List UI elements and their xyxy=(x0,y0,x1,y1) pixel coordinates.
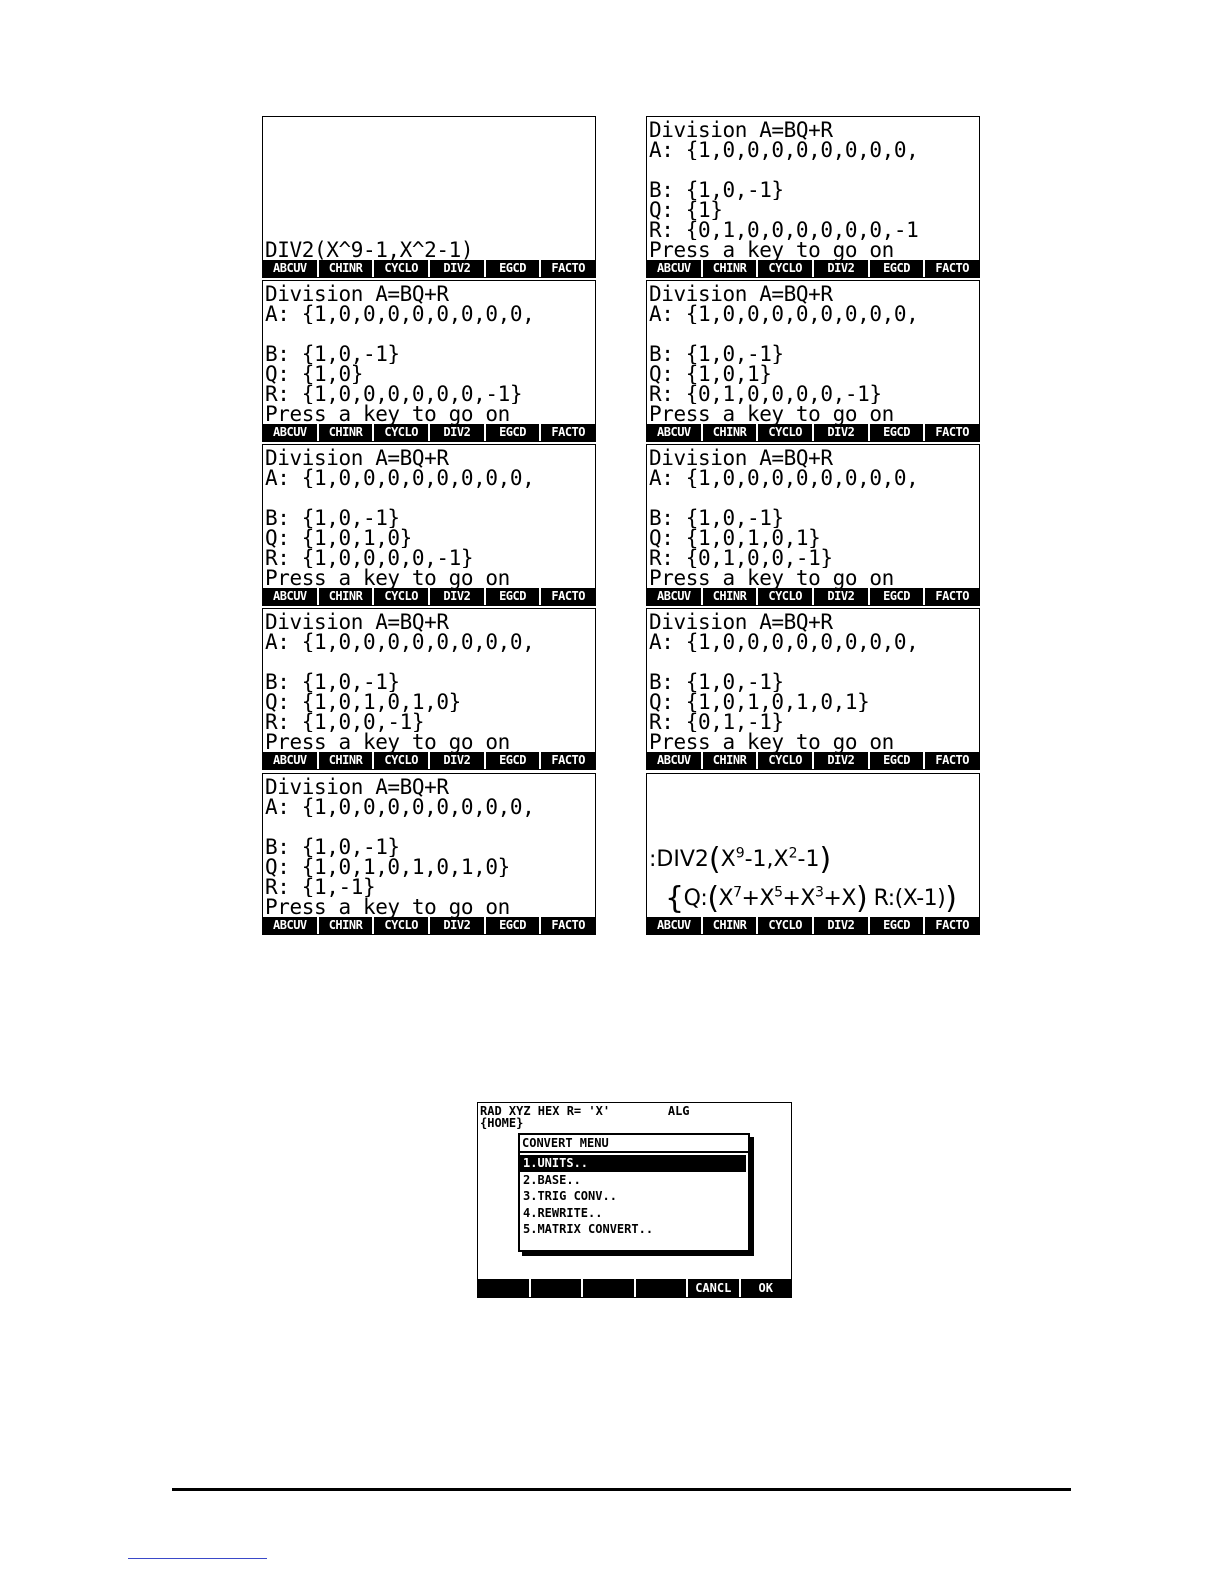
screen-line xyxy=(265,200,595,220)
softkey-div2[interactable]: DIV2 xyxy=(428,424,484,441)
screen-line xyxy=(265,488,595,508)
screen-line: Division A=BQ+R xyxy=(265,284,449,304)
calculator-screen xyxy=(262,773,596,935)
screen-line xyxy=(265,120,595,140)
screen-line: Division A=BQ+R xyxy=(265,777,449,797)
softkey-facto[interactable]: FACTO xyxy=(923,917,979,934)
screen-line: A: {1,0,0,0,0,0,0,0,0, xyxy=(649,468,919,488)
softkey-empty-1[interactable] xyxy=(478,1279,529,1297)
screen-line xyxy=(265,652,595,672)
calculator-screen xyxy=(262,116,596,278)
screen-line: Q: {1,0} xyxy=(265,364,363,384)
result-display xyxy=(647,842,979,916)
footer-rule xyxy=(172,1488,1071,1491)
screen-line: Q: {1,0,1,0,1,0} xyxy=(265,692,461,712)
softkey-bar xyxy=(263,752,595,769)
softkey-abcuv[interactable]: ABCUV xyxy=(273,261,307,275)
screen-text xyxy=(265,448,595,588)
softkey-div2[interactable]: DIV2 xyxy=(812,588,868,605)
softkey-chinr[interactable]: CHINR xyxy=(701,424,757,441)
screen-line: Press a key to go on xyxy=(649,240,894,260)
screen-line: Press a key to go on xyxy=(649,404,894,424)
softkey-abcuv[interactable]: ABCUV xyxy=(657,425,691,439)
softkey-div2[interactable]: DIV2 xyxy=(812,424,868,441)
softkey-bar xyxy=(263,917,595,934)
screen-line: R: {0,1,0,0,0,0,-1} xyxy=(649,384,882,404)
softkey-abcuv[interactable]: ABCUV xyxy=(657,753,691,767)
softkey-egcd[interactable]: EGCD xyxy=(484,917,540,934)
softkey-facto[interactable]: FACTO xyxy=(539,917,595,934)
softkey-bar xyxy=(647,752,979,769)
softkey-cyclo[interactable]: CYCLO xyxy=(372,917,428,934)
screen-text xyxy=(265,612,595,752)
softkey-cyclo[interactable]: CYCLO xyxy=(756,260,812,277)
softkey-div2[interactable]: DIV2 xyxy=(428,917,484,934)
screen-line: R: {1,0,0,-1} xyxy=(265,712,425,732)
softkey-bar xyxy=(647,588,979,605)
screen-line: Q: {1} xyxy=(649,200,723,220)
screen-line xyxy=(649,488,979,508)
softkey-abcuv[interactable]: ABCUV xyxy=(273,753,307,767)
softkey-cyclo[interactable]: CYCLO xyxy=(756,588,812,605)
softkey-empty-4[interactable] xyxy=(634,1279,687,1297)
softkey-chinr[interactable]: CHINR xyxy=(317,752,373,769)
softkey-abcuv[interactable]: ABCUV xyxy=(657,589,691,603)
softkey-abcuv[interactable]: ABCUV xyxy=(273,918,307,932)
command-line: $:DIV2(X^9-1,X^2-1)$ xyxy=(649,842,832,877)
screen-line: B: {1,0,-1} xyxy=(649,508,784,528)
softkey-abcuv[interactable]: ABCUV xyxy=(273,589,307,603)
screen-line: A: {1,0,0,0,0,0,0,0,0, xyxy=(265,468,535,488)
screen-line: R: {0,1,0,0,0,0,0,0,-1 xyxy=(649,220,919,240)
screen-line: Press a key to go on xyxy=(649,568,894,588)
screen-line: Press a key to go on xyxy=(265,568,510,588)
screen-line: R: {0,1,-1} xyxy=(649,712,784,732)
screen-text xyxy=(649,612,979,752)
screen-line: Division A=BQ+R xyxy=(649,120,833,140)
softkey-bar xyxy=(647,260,979,277)
softkey-cyclo[interactable]: CYCLO xyxy=(756,752,812,769)
softkey-cyclo[interactable]: CYCLO xyxy=(372,260,428,277)
footer-link-underline xyxy=(128,1558,267,1559)
screen-line xyxy=(265,220,595,240)
screen-line: B: {1,0,-1} xyxy=(265,837,400,857)
softkey-bar xyxy=(647,917,979,934)
screen-text xyxy=(649,120,979,260)
menu-item-matrix-convert[interactable]: 5.MATRIX CONVERT.. xyxy=(523,1222,654,1236)
softkey-bar xyxy=(647,424,979,441)
screen-line xyxy=(265,324,595,344)
screen-line: A: {1,0,0,0,0,0,0,0,0, xyxy=(265,632,535,652)
softkey-bar xyxy=(263,588,595,605)
softkey-facto[interactable]: FACTO xyxy=(539,260,595,277)
softkey-chinr[interactable]: CHINR xyxy=(317,260,373,277)
softkey-bar xyxy=(263,260,595,277)
softkey-empty-3[interactable] xyxy=(581,1279,634,1297)
softkey-egcd[interactable]: EGCD xyxy=(484,588,540,605)
screen-line: B: {1,0,-1} xyxy=(649,344,784,364)
screen-line: R: {0,1,0,0,-1} xyxy=(649,548,833,568)
screen-line: A: {1,0,0,0,0,0,0,0,0, xyxy=(649,632,919,652)
menu-item-units[interactable]: 1.UNITS.. xyxy=(520,1155,746,1172)
screen-text xyxy=(265,284,595,424)
screen-line: B: {1,0,-1} xyxy=(265,344,400,364)
screen-line: Press a key to go on xyxy=(265,732,510,752)
softkey-cyclo[interactable]: CYCLO xyxy=(372,588,428,605)
menu-item-base[interactable]: 2.BASE.. xyxy=(523,1172,581,1187)
softkey-facto[interactable]: FACTO xyxy=(539,424,595,441)
softkey-bar xyxy=(263,424,595,441)
softkey-abcuv[interactable]: ABCUV xyxy=(657,918,691,932)
softkey-chinr[interactable]: CHINR xyxy=(701,588,757,605)
screen-line: Press a key to go on xyxy=(265,897,510,917)
screen-line xyxy=(649,652,979,672)
screen-line: A: {1,0,0,0,0,0,0,0,0, xyxy=(649,140,919,160)
softkey-egcd[interactable]: EGCD xyxy=(868,424,924,441)
screen-line: Press a key to go on xyxy=(649,732,894,752)
calculator-screen xyxy=(646,608,980,770)
result-line: {$Q:(X^7+X^5+X^3+X)$ R:(X-1)) xyxy=(665,881,957,916)
cancel-button[interactable]: CANCL xyxy=(686,1279,739,1297)
screen-text xyxy=(265,777,595,917)
ok-button[interactable]: OK xyxy=(739,1279,792,1297)
convert-softkey-bar xyxy=(478,1279,791,1297)
screen-line: R: {1,0,0,0,0,-1} xyxy=(265,548,474,568)
softkey-facto[interactable]: FACTO xyxy=(923,752,979,769)
screen-line: Q: {1,0,1,0,1} xyxy=(649,528,821,548)
softkey-chinr[interactable]: CHINR xyxy=(701,752,757,769)
softkey-cyclo[interactable]: CYCLO xyxy=(756,917,812,934)
softkey-div2[interactable]: DIV2 xyxy=(428,588,484,605)
softkey-cyclo[interactable]: CYCLO xyxy=(372,752,428,769)
softkey-div2[interactable]: DIV2 xyxy=(812,752,868,769)
screen-text xyxy=(649,448,979,588)
calculator-screen xyxy=(646,116,980,278)
screen-line: B: {1,0,-1} xyxy=(649,180,784,200)
softkey-facto[interactable]: FACTO xyxy=(539,588,595,605)
status-header: RAD XYZ HEX R= 'X' ALG {HOME} xyxy=(480,1104,690,1130)
screen-line: Division A=BQ+R xyxy=(649,612,833,632)
screen-line xyxy=(265,817,595,837)
menu-item-trig-conv[interactable]: 3.TRIG CONV.. xyxy=(523,1189,617,1203)
softkey-abcuv[interactable]: ABCUV xyxy=(273,425,307,439)
screen-line: Q: {1,0,1,0,1,0,1} xyxy=(649,692,870,712)
calculator-screen xyxy=(262,444,596,606)
softkey-div2[interactable]: DIV2 xyxy=(428,752,484,769)
screen-line: DIV2(X^9-1,X^2-1) xyxy=(265,240,474,260)
calculator-screen-result xyxy=(646,773,980,935)
softkey-facto[interactable]: FACTO xyxy=(923,260,979,277)
screen-line: Q: {1,0,1,0,1,0,1,0} xyxy=(265,857,510,877)
softkey-chinr[interactable]: CHINR xyxy=(317,424,373,441)
screen-line xyxy=(649,324,979,344)
screen-line xyxy=(265,140,595,160)
softkey-egcd[interactable]: EGCD xyxy=(868,260,924,277)
menu-title: CONVERT MENU xyxy=(520,1135,748,1153)
softkey-div2[interactable]: DIV2 xyxy=(812,917,868,934)
screen-line: Division A=BQ+R xyxy=(649,284,833,304)
softkey-cyclo[interactable]: CYCLO xyxy=(372,424,428,441)
screen-line: Press a key to go on xyxy=(265,404,510,424)
softkey-div2[interactable]: DIV2 xyxy=(812,260,868,277)
menu-item-rewrite[interactable]: 4.REWRITE.. xyxy=(523,1205,603,1220)
screen-line xyxy=(649,160,979,180)
calculator-screen xyxy=(262,280,596,442)
screen-line: R: {1,-1} xyxy=(265,877,376,897)
softkey-egcd[interactable]: EGCD xyxy=(484,424,540,441)
softkey-div2[interactable]: DIV2 xyxy=(428,260,484,277)
screen-line xyxy=(265,180,595,200)
softkey-chinr[interactable]: CHINR xyxy=(317,588,373,605)
softkey-cyclo[interactable]: CYCLO xyxy=(756,424,812,441)
softkey-chinr[interactable]: CHINR xyxy=(317,917,373,934)
softkey-facto[interactable]: FACTO xyxy=(539,752,595,769)
softkey-facto[interactable]: FACTO xyxy=(923,424,979,441)
calculator-screen xyxy=(646,444,980,606)
softkey-facto[interactable]: FACTO xyxy=(923,588,979,605)
softkey-egcd[interactable]: EGCD xyxy=(484,260,540,277)
softkey-egcd[interactable]: EGCD xyxy=(868,752,924,769)
softkey-egcd[interactable]: EGCD xyxy=(868,588,924,605)
calculator-screen xyxy=(646,280,980,442)
convert-menu-screen xyxy=(477,1102,792,1298)
softkey-abcuv[interactable]: ABCUV xyxy=(657,261,691,275)
screen-text xyxy=(265,120,595,260)
screen-line: B: {1,0,-1} xyxy=(649,672,784,692)
screen-line: B: {1,0,-1} xyxy=(265,508,400,528)
softkey-chinr[interactable]: CHINR xyxy=(701,917,757,934)
screen-line: A: {1,0,0,0,0,0,0,0,0, xyxy=(265,797,535,817)
screen-line: B: {1,0,-1} xyxy=(265,672,400,692)
screen-line: Division A=BQ+R xyxy=(265,612,449,632)
screen-line: Q: {1,0,1,0} xyxy=(265,528,412,548)
screen-line: Division A=BQ+R xyxy=(649,448,833,468)
screen-line: Division A=BQ+R xyxy=(265,448,449,468)
softkey-egcd[interactable]: EGCD xyxy=(868,917,924,934)
softkey-egcd[interactable]: EGCD xyxy=(484,752,540,769)
screen-line: A: {1,0,0,0,0,0,0,0,0, xyxy=(649,304,919,324)
screen-text xyxy=(649,284,979,424)
screen-line: R: {1,0,0,0,0,0,0,-1} xyxy=(265,384,523,404)
calculator-screen xyxy=(262,608,596,770)
screen-line: A: {1,0,0,0,0,0,0,0,0, xyxy=(265,304,535,324)
softkey-chinr[interactable]: CHINR xyxy=(701,260,757,277)
screen-line: Q: {1,0,1} xyxy=(649,364,772,384)
screen-line xyxy=(265,160,595,180)
softkey-empty-2[interactable] xyxy=(529,1279,582,1297)
convert-menu xyxy=(518,1133,750,1252)
